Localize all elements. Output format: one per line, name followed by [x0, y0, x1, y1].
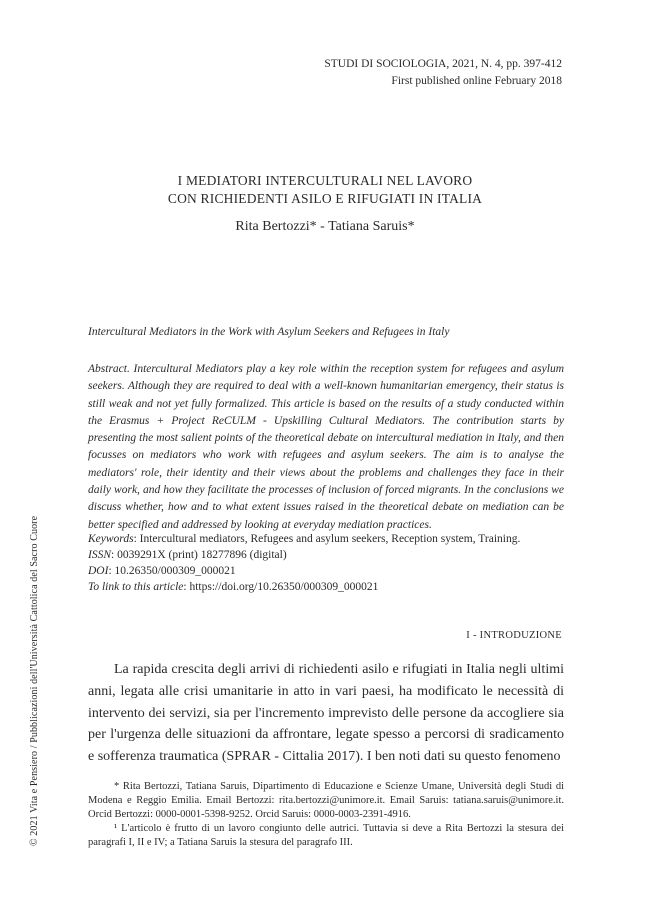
- body-text: [88, 659, 564, 768]
- article-title: [0, 172, 650, 208]
- issn-value: : 0039291X (print) 18277896 (digital): [111, 549, 287, 561]
- article-link[interactable]: : https://doi.org/10.26350/000309_000021: [183, 581, 379, 593]
- link-row: [88, 579, 564, 595]
- keywords-label: Keywords: [88, 533, 134, 545]
- keywords-row: [88, 531, 564, 547]
- issn-row: [88, 547, 564, 563]
- body-paragraph: La rapida crescita degli arrivi di richiedenti asilo e rifugiati in Italia negli ultimi anni, legata alle crisi umanitarie in atto in vari paesi, ha modificato le necessità di intervento dei servizi, sia per l'incremento imprevisto delle persone da accogliere sia per l'urgenza delle situazioni da affrontare, legate spesso a percorsi di sradicamento e sofferenza traumatica (SPRAR - Cittalia 2017). I ben noti dati su questo fenomeno: [88, 662, 564, 765]
- link-label: To link to this article: [88, 581, 184, 593]
- footnote-author-affiliation: * Rita Bertozzi, Tatiana Saruis, Dipartimento di Educazione e Scienze Umane, Università degli Studi di Modena e Reggio Emilia. Email Bertozzi: rita.bertozzi@unimore.it. Email Saruis: tatiana.saruis@unimore.it. Orcid Bertozzi: 0000-0001-5398-9252. Orcid Saruis: 0000-0003-2391-4916.: [88, 781, 564, 820]
- section-heading: I - INTRODUZIONE: [466, 630, 562, 641]
- doi-row: [88, 563, 564, 579]
- journal-header: [324, 56, 562, 90]
- doi-label: DOI: [88, 565, 109, 577]
- keywords-value: : Intercultural mediators, Refugees and asylum seekers, Reception system, Training.: [133, 533, 521, 545]
- issn-label: ISSN: [88, 549, 111, 561]
- title-line-1: I MEDIATORI INTERCULTURALI NEL LAVORO: [177, 173, 473, 188]
- authors: Rita Bertozzi* - Tatiana Saruis*: [235, 219, 415, 234]
- footnote-1: ¹ L'articolo è frutto di un lavoro congiunto delle autrici. Tuttavia si deve a Rita Bertozzi la stesura dei paragrafi I, II e IV; a Tatiana Saruis la stesura del paragrafo III.: [88, 823, 564, 848]
- copyright-sidebar: © 2021 Vita e Pensiero / Pubblicazioni dell'Università Cattolica del Sacro Cuore: [29, 515, 40, 846]
- abstract: Abstract. Intercultural Mediators play a key role within the reception system for refugees and asylum seekers. Although they are required to deal with a well-known humanitarian emergency, their status is still weak and not yet fully formalized. This article is based on the results of a study conducted within the Erasmus + Project ReCULM - Upskilling Cultural Mediators. The contribution starts by presenting the most salient points of the theoretical debate on intercultural mediation in Italy, and then focusses on mediators who work with refugees and asylum seekers. The aim is to analyse the mediators' role, their identity and their views about the problems and challenges they face in their daily work, and how they facilitate the processes of inclusion of forced migrants. In the conclusions we discuss whether, how and to what extent issues raised in the theoretical debate on mediation can be better specified and addressed by looking at everyday mediation practices.: [88, 363, 564, 531]
- journal-citation: STUDI DI SOCIOLOGIA, 2021, N. 4, pp. 397-412: [324, 58, 562, 70]
- title-line-2: CON RICHIEDENTI ASILO E RIFUGIATI IN ITALIA: [167, 191, 483, 206]
- english-title: Intercultural Mediators in the Work with Asylum Seekers and Refugees in Italy: [88, 326, 450, 338]
- footnotes: [88, 780, 564, 850]
- publication-date: First published online February 2018: [391, 75, 562, 87]
- doi-value[interactable]: : 10.26350/000309_000021: [108, 565, 236, 577]
- article-metadata: [88, 531, 564, 595]
